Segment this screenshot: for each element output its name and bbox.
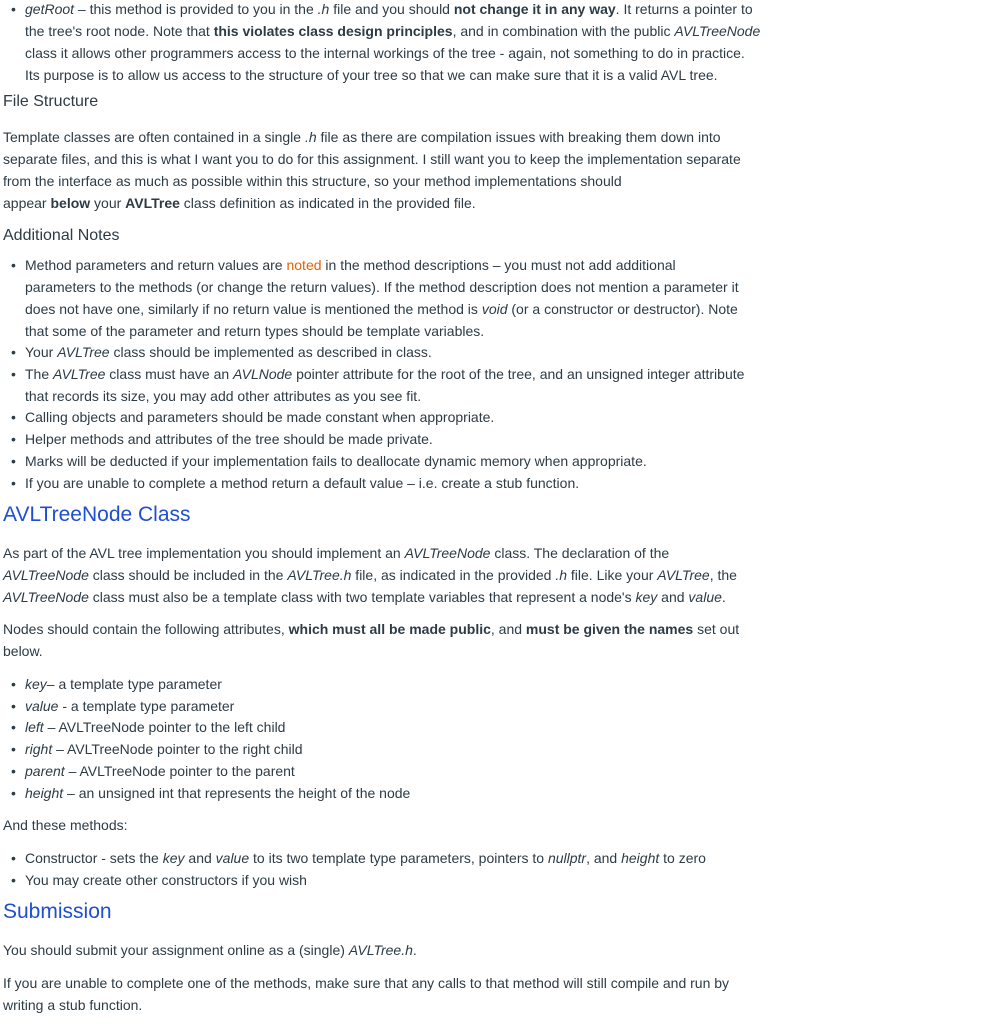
emphasis: which must all be made public [288, 621, 491, 637]
notes-bullet-1-line-4: that some of the parameter and return types should be template variables. [25, 323, 485, 339]
code-term: AVLTree [657, 567, 710, 583]
file-structure-line-3: from the interface as much as possible within this structure, so your method implementations should [3, 173, 622, 189]
code-term: .h [304, 129, 317, 145]
text: file, as indicated in the provided [351, 567, 556, 583]
text: The [25, 366, 54, 382]
submission-p2-line-1: If you are unable to complete one of the methods, make sure that any calls to that method will still compile and run by [3, 975, 730, 991]
text: Your [25, 344, 58, 360]
text: file. Like your [567, 567, 658, 583]
file-structure-line-2: separate files, and this is what I want you to do for this assignment. I still want you to keep the implementation separate [3, 151, 741, 167]
code-term: AVLTree.h [287, 567, 352, 583]
text: class must also be a template class with two template variables that represent a node's [88, 589, 636, 605]
text: . It returns a pointer to [615, 1, 753, 17]
code-term: AVLNode [233, 366, 293, 382]
notes-bullet-5: • Helper methods and attributes of the tree should be made private. [25, 428, 775, 450]
text: and [184, 850, 216, 866]
submission-p1 [3, 939, 773, 961]
text: class must have an [105, 366, 234, 382]
method-constructor [25, 847, 775, 869]
text: class definition as indicated in the provided file. [179, 195, 476, 211]
text: Nodes should contain the following attributes, [3, 621, 289, 637]
notes-bullet-1-line-2: parameters to the methods (or change the return values). If the method description does not mention a parameter it [25, 279, 739, 295]
notes-bullet-3 [25, 363, 775, 385]
node-class-p1-line-3 [3, 586, 773, 608]
text: , and [490, 621, 526, 637]
notes-bullet-2 [25, 341, 775, 363]
code-term: AVLTree.h [348, 942, 413, 958]
text: , the [709, 567, 737, 583]
node-class-p2-line-2: below. [3, 643, 43, 659]
code-term: AVLTreeNode [3, 567, 89, 583]
text: (or a constructor or destructor). Note [507, 301, 738, 317]
text: Method parameters and return values are [25, 257, 287, 273]
code-term: value [215, 850, 250, 866]
attr-height [25, 782, 775, 804]
getroot-bullet [25, 0, 775, 20]
attr-desc: - a template type parameter [58, 698, 235, 714]
text: Constructor - sets the [25, 850, 163, 866]
methods-intro: And these methods: [3, 817, 128, 833]
text: and [657, 589, 689, 605]
text: Template classes are often contained in a single [3, 129, 305, 145]
node-class-p1-line-2 [3, 564, 773, 586]
attr-right [25, 738, 775, 760]
text: , and in combination with the public [452, 23, 675, 39]
text: your [90, 195, 126, 211]
notes-bullet-1 [25, 254, 775, 276]
text: set out [693, 621, 740, 637]
attr-name: left [25, 719, 44, 735]
attr-name: parent [25, 763, 65, 779]
code-term: AVLTreeNode [404, 545, 491, 561]
attr-desc: – AVLTreeNode pointer to the parent [64, 763, 295, 779]
notes-bullet-4: • Calling objects and parameters should be made constant when appropriate. [25, 406, 775, 428]
text: As part of the AVL tree implementation you should implement an [3, 545, 405, 561]
emphasis: this violates class design principles [213, 23, 453, 39]
text: class. The declaration of the [490, 545, 670, 561]
additional-notes-heading: Additional Notes [3, 227, 120, 244]
highlight-link[interactable]: noted [286, 257, 322, 273]
submission-heading: Submission [3, 900, 112, 923]
text: in the method descriptions – you must not add additional [321, 257, 676, 273]
text: file and you should [329, 1, 454, 17]
emphasis: not change it in any way [453, 1, 616, 17]
file-structure-line-1 [3, 126, 773, 148]
code-term: key [162, 850, 185, 866]
text: class should be included in the [88, 567, 288, 583]
node-class-p2-line-1 [3, 618, 773, 640]
attr-parent [25, 760, 775, 782]
attr-name: height [25, 785, 64, 801]
attr-desc: – AVLTreeNode pointer to the left child [43, 719, 286, 735]
attr-desc: – an unsigned int that represents the height of the node [63, 785, 411, 801]
text: . [721, 589, 726, 605]
code-term: void [481, 301, 508, 317]
code-term: .h [555, 567, 568, 583]
text: file as there are compilation issues with breaking them down into [316, 129, 721, 145]
notes-bullet-7: • If you are unable to complete a method return a default value – i.e. create a stub function. [25, 472, 775, 494]
method-other-constructors: • You may create other constructors if you wish [25, 869, 775, 891]
notes-bullet-1-line-3 [25, 298, 795, 320]
node-class-heading: AVLTreeNode Class [3, 503, 191, 526]
code-term: .h [317, 1, 330, 17]
text: pointer attribute for the root of the tree, and an unsigned integer attribute [292, 366, 745, 382]
text: to its two template type parameters, pointers to [249, 850, 548, 866]
attr-left [25, 716, 775, 738]
notes-bullet-3-line-2: that records its size, you may add other attributes as you see fit. [25, 388, 422, 404]
text: You should submit your assignment online as a (single) [3, 942, 349, 958]
file-structure-heading: File Structure [3, 93, 99, 110]
code-term: AVLTreeNode [674, 23, 761, 39]
code-term: height [621, 850, 660, 866]
code-term: nullptr [547, 850, 587, 866]
code-term: AVLTreeNode [3, 589, 89, 605]
text: to zero [659, 850, 706, 866]
text: the tree's root node. Note that [25, 23, 214, 39]
text: class should be implemented as described in class. [109, 344, 432, 360]
attr-desc: – a template type parameter [46, 676, 222, 692]
code-term: key [635, 589, 658, 605]
code-term: AVLTree [53, 366, 106, 382]
node-class-p1-line-1 [3, 542, 773, 564]
text: does not have one, similarly if no return value is mentioned the method is [25, 301, 482, 317]
attr-name: value [25, 698, 59, 714]
attr-value [25, 695, 775, 717]
emphasis: AVLTree [125, 195, 180, 211]
emphasis: must be given the names [525, 621, 694, 637]
getroot-line-3: class it allows other programmers access to the internal workings of the tree - again, not something to do in practice. [25, 45, 745, 61]
file-structure-line-4 [3, 192, 773, 214]
code-term: value [688, 589, 722, 605]
notes-bullet-6: • Marks will be deducted if your implementation fails to deallocate dynamic memory when appropriate. [25, 450, 775, 472]
code-term: AVLTree [57, 344, 110, 360]
text: , and [586, 850, 622, 866]
text: appear [3, 195, 51, 211]
attr-key [25, 673, 775, 695]
attr-desc: – AVLTreeNode pointer to the right child [52, 741, 303, 757]
submission-p2-line-2: writing a stub function. [3, 997, 143, 1013]
attr-name: right [25, 741, 53, 757]
emphasis: below [50, 195, 91, 211]
getroot-line-4: Its purpose is to allow us access to the structure of your tree so that we can make sure that it is a valid AVL tree. [25, 67, 718, 83]
attr-name: key [25, 676, 47, 692]
code-term: getRoot [25, 1, 75, 17]
text: . [412, 942, 417, 958]
text: – this method is provided to you in the [74, 1, 318, 17]
getroot-line-2 [25, 20, 795, 42]
